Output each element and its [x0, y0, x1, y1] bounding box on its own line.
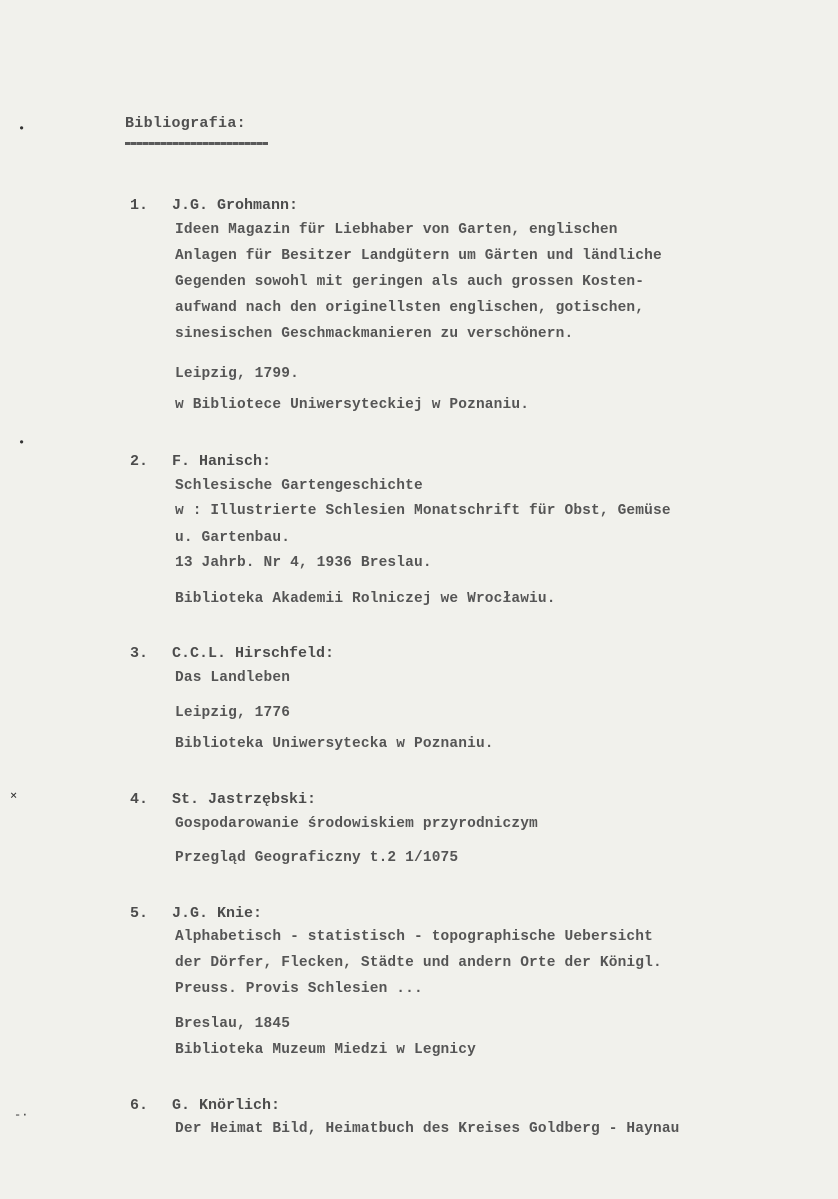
margin-mark: ⨯ [10, 789, 18, 803]
entry-author: J.G. Knie: [172, 905, 263, 922]
entry-number: 2. [130, 453, 149, 470]
entry-title-line: Anlagen für Besitzer Landgütern um Gärten und ländliche [175, 248, 662, 264]
entry-number: 5. [130, 905, 149, 922]
entry-title-line: w : Illustrierte Schlesien Monatschrift für Obst, Gemüse [175, 503, 671, 519]
entry-author: C.C.L. Hirschfeld: [172, 645, 335, 662]
entry-title-line: Schlesische Gartengeschichte [175, 478, 423, 494]
entry-library: w Bibliotece Uniwersyteckiej w Poznaniu. [175, 397, 530, 413]
bibliography-heading: Bibliografia: [125, 115, 246, 132]
entry-author: St. Jastrzębski: [172, 791, 317, 808]
entry-title-line: Preuss. Provis Schlesien ... [175, 981, 423, 997]
entry-title-line: Gegenden sowohl mit geringen als auch grossen Kosten- [175, 274, 645, 290]
margin-mark: -· [14, 1108, 29, 1122]
entry-library: Biblioteka Akademii Rolniczej we Wrocławiu. [175, 591, 556, 607]
margin-mark: • [18, 122, 26, 136]
margin-mark: • [18, 436, 26, 450]
entry-author: F. Hanisch: [172, 453, 272, 470]
entry-title-line: Gospodarowanie środowiskiem przyrodniczym [175, 816, 538, 832]
entry-library: Biblioteka Uniwersytecka w Poznaniu. [175, 736, 494, 752]
entry-number: 6. [130, 1097, 149, 1114]
entry-title-line: der Dörfer, Flecken, Städte und andern Orte der Königl. [175, 955, 662, 971]
entry-place: Leipzig, 1799. [175, 366, 299, 382]
entry-title-line: Der Heimat Bild, Heimatbuch des Kreises Goldberg - Haynau [175, 1121, 680, 1137]
entry-title-line: aufwand nach den originellsten englischen, gotischen, [175, 300, 645, 316]
entry-author: J.G. Grohmann: [172, 197, 299, 214]
entry-number: 1. [130, 197, 149, 214]
entry-title-line: u. Gartenbau. [175, 530, 291, 546]
entry-number: 3. [130, 645, 149, 662]
entry-author: G. Knörlich: [172, 1097, 281, 1114]
heading-underline [125, 142, 268, 145]
entry-title-line: sinesischen Geschmackmanieren zu verschönern. [175, 326, 574, 342]
entry-title-line: Alphabetisch - statistisch - topographische Uebersicht [175, 929, 653, 945]
entry-library: Biblioteka Muzeum Miedzi w Legnicy [175, 1042, 476, 1058]
entry-title-line: Ideen Magazin für Liebhaber von Garten, englischen [175, 222, 618, 238]
entry-title-line: 13 Jahrb. Nr 4, 1936 Breslau. [175, 555, 432, 571]
entry-place: Leipzig, 1776 [175, 705, 291, 721]
entry-number: 4. [130, 791, 149, 808]
entry-place: Przegląd Geograficzny t.2 1/1075 [175, 850, 459, 866]
entry-place: Breslau, 1845 [175, 1016, 291, 1032]
entry-title-line: Das Landleben [175, 670, 291, 686]
